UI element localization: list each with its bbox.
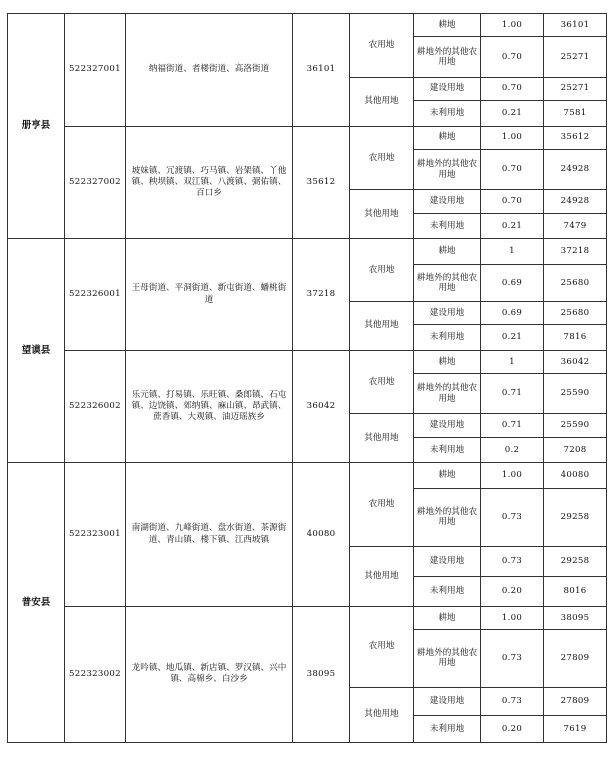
compensation-price: 27809: [544, 630, 607, 688]
area-towns: 纳福街道、者楼街道、高洛街道: [126, 14, 293, 127]
base-price: 40080: [293, 463, 350, 606]
table-row: [8, 126, 607, 149]
compensation-price: 40080: [544, 463, 607, 489]
land-group: 农用地: [350, 239, 414, 301]
land-group: 其他用地: [350, 414, 414, 463]
area-code: 522327001: [65, 14, 126, 127]
adjust-coefficient: 1: [481, 239, 544, 265]
adjust-coefficient: 0.70: [481, 190, 544, 213]
land-group: 其他用地: [350, 546, 414, 606]
area-code: 522326002: [65, 350, 126, 463]
adjust-coefficient: 0.21: [481, 325, 544, 351]
adjust-coefficient: 0.2: [481, 437, 544, 463]
compensation-price: 36042: [544, 350, 607, 373]
land-group: 其他用地: [350, 301, 414, 350]
compensation-price: 38095: [544, 606, 607, 629]
table-row: [8, 463, 607, 489]
land-type: 耕地: [414, 463, 481, 489]
land-type: 耕地: [414, 14, 481, 37]
land-type: 未利用地: [414, 325, 481, 351]
land-type: 建设用地: [414, 414, 481, 437]
land-group: 农用地: [350, 606, 414, 687]
compensation-price: 24928: [544, 149, 607, 189]
adjust-coefficient: 1.00: [481, 126, 544, 149]
adjust-coefficient: 0.70: [481, 149, 544, 189]
adjust-coefficient: 1.00: [481, 463, 544, 489]
county-name: 册亨县: [8, 14, 65, 239]
land-type: 耕地外的其他农用地: [414, 489, 481, 547]
land-type: 耕地外的其他农用地: [414, 149, 481, 189]
table-body: [8, 14, 607, 743]
adjust-coefficient: 0.21: [481, 213, 544, 239]
compensation-price: 25271: [544, 37, 607, 77]
area-towns: 王母街道、平洞街道、新屯街道、蟠桃街道: [126, 239, 293, 350]
area-code: 522326001: [65, 239, 126, 350]
table-row: [8, 239, 607, 265]
compensation-price: 7619: [544, 715, 607, 742]
area-code: 522327002: [65, 126, 126, 239]
county-name: 望谟县: [8, 239, 65, 463]
land-type: 耕地: [414, 606, 481, 629]
land-type: 建设用地: [414, 687, 481, 715]
adjust-coefficient: 0.70: [481, 37, 544, 77]
base-price: 38095: [293, 606, 350, 742]
compensation-price: 29258: [544, 489, 607, 547]
land-type: 建设用地: [414, 190, 481, 213]
land-type: 未利用地: [414, 100, 481, 126]
land-group: 农用地: [350, 350, 414, 414]
area-code: 522323002: [65, 606, 126, 742]
compensation-price: 35612: [544, 126, 607, 149]
compensation-price: 25590: [544, 374, 607, 414]
compensation-price: 36101: [544, 14, 607, 37]
compensation-price: 25590: [544, 414, 607, 437]
land-type: 未利用地: [414, 577, 481, 606]
base-price: 37218: [293, 239, 350, 350]
adjust-coefficient: 0.73: [481, 489, 544, 547]
adjust-coefficient: 1: [481, 350, 544, 373]
land-type: 建设用地: [414, 546, 481, 577]
adjust-coefficient: 0.71: [481, 414, 544, 437]
land-type: 耕地: [414, 126, 481, 149]
land-type: 耕地外的其他农用地: [414, 37, 481, 77]
adjust-coefficient: 1.00: [481, 14, 544, 37]
land-group: 农用地: [350, 463, 414, 546]
land-type: 未利用地: [414, 437, 481, 463]
adjust-coefficient: 1.00: [481, 606, 544, 629]
compensation-price: 7581: [544, 100, 607, 126]
area-towns: 坡妹镇、冗渡镇、巧马镇、岩架镇、丫他镇、秧坝镇、双江镇、八渡镇、弼佑镇、百口乡: [126, 126, 293, 239]
compensation-price: 27809: [544, 687, 607, 715]
compensation-price: 25271: [544, 77, 607, 100]
county-name: 普安县: [8, 463, 65, 743]
compensation-price: 29258: [544, 546, 607, 577]
adjust-coefficient: 0.71: [481, 374, 544, 414]
compensation-price: 25680: [544, 301, 607, 324]
compensation-price: 25680: [544, 265, 607, 302]
area-towns: 南湖街道、九峰街道、盘水街道、茶源街道、青山镇、楼下镇、江西坡镇: [126, 463, 293, 606]
adjust-coefficient: 0.73: [481, 546, 544, 577]
compensation-price: 7479: [544, 213, 607, 239]
compensation-price: 7816: [544, 325, 607, 351]
base-price: 35612: [293, 126, 350, 239]
land-group: 农用地: [350, 14, 414, 78]
land-group: 农用地: [350, 126, 414, 190]
land-type: 未利用地: [414, 715, 481, 742]
adjust-coefficient: 0.73: [481, 630, 544, 688]
table-row: [8, 350, 607, 373]
land-type: 建设用地: [414, 77, 481, 100]
compensation-price: 7208: [544, 437, 607, 463]
area-code: 522323001: [65, 463, 126, 606]
land-type: 耕地外的其他农用地: [414, 630, 481, 688]
land-type: 耕地: [414, 239, 481, 265]
land-type: 建设用地: [414, 301, 481, 324]
land-compensation-table: [7, 13, 607, 743]
land-group: 其他用地: [350, 687, 414, 742]
compensation-price: 37218: [544, 239, 607, 265]
land-type: 耕地: [414, 350, 481, 373]
table-row: [8, 14, 607, 37]
adjust-coefficient: 0.20: [481, 577, 544, 606]
land-group: 其他用地: [350, 190, 414, 239]
compensation-price: 24928: [544, 190, 607, 213]
adjust-coefficient: 0.73: [481, 687, 544, 715]
compensation-price: 8016: [544, 577, 607, 606]
land-type: 耕地外的其他农用地: [414, 265, 481, 302]
table-row: [8, 606, 607, 629]
base-price: 36101: [293, 14, 350, 127]
land-group: 其他用地: [350, 77, 414, 126]
base-price: 36042: [293, 350, 350, 463]
area-towns: 龙吟镇、地瓜镇、新店镇、罗汉镇、兴中镇、高棉乡、白沙乡: [126, 606, 293, 742]
area-towns: 乐元镇、打易镇、乐旺镇、桑郎镇、石屯镇、边饶镇、郊纳镇、麻山镇、昂武镇、蔗香镇、大观镇、油迈瑶族乡: [126, 350, 293, 463]
adjust-coefficient: 0.69: [481, 301, 544, 324]
land-type: 未利用地: [414, 213, 481, 239]
adjust-coefficient: 0.70: [481, 77, 544, 100]
adjust-coefficient: 0.69: [481, 265, 544, 302]
adjust-coefficient: 0.20: [481, 715, 544, 742]
land-type: 耕地外的其他农用地: [414, 374, 481, 414]
adjust-coefficient: 0.21: [481, 100, 544, 126]
